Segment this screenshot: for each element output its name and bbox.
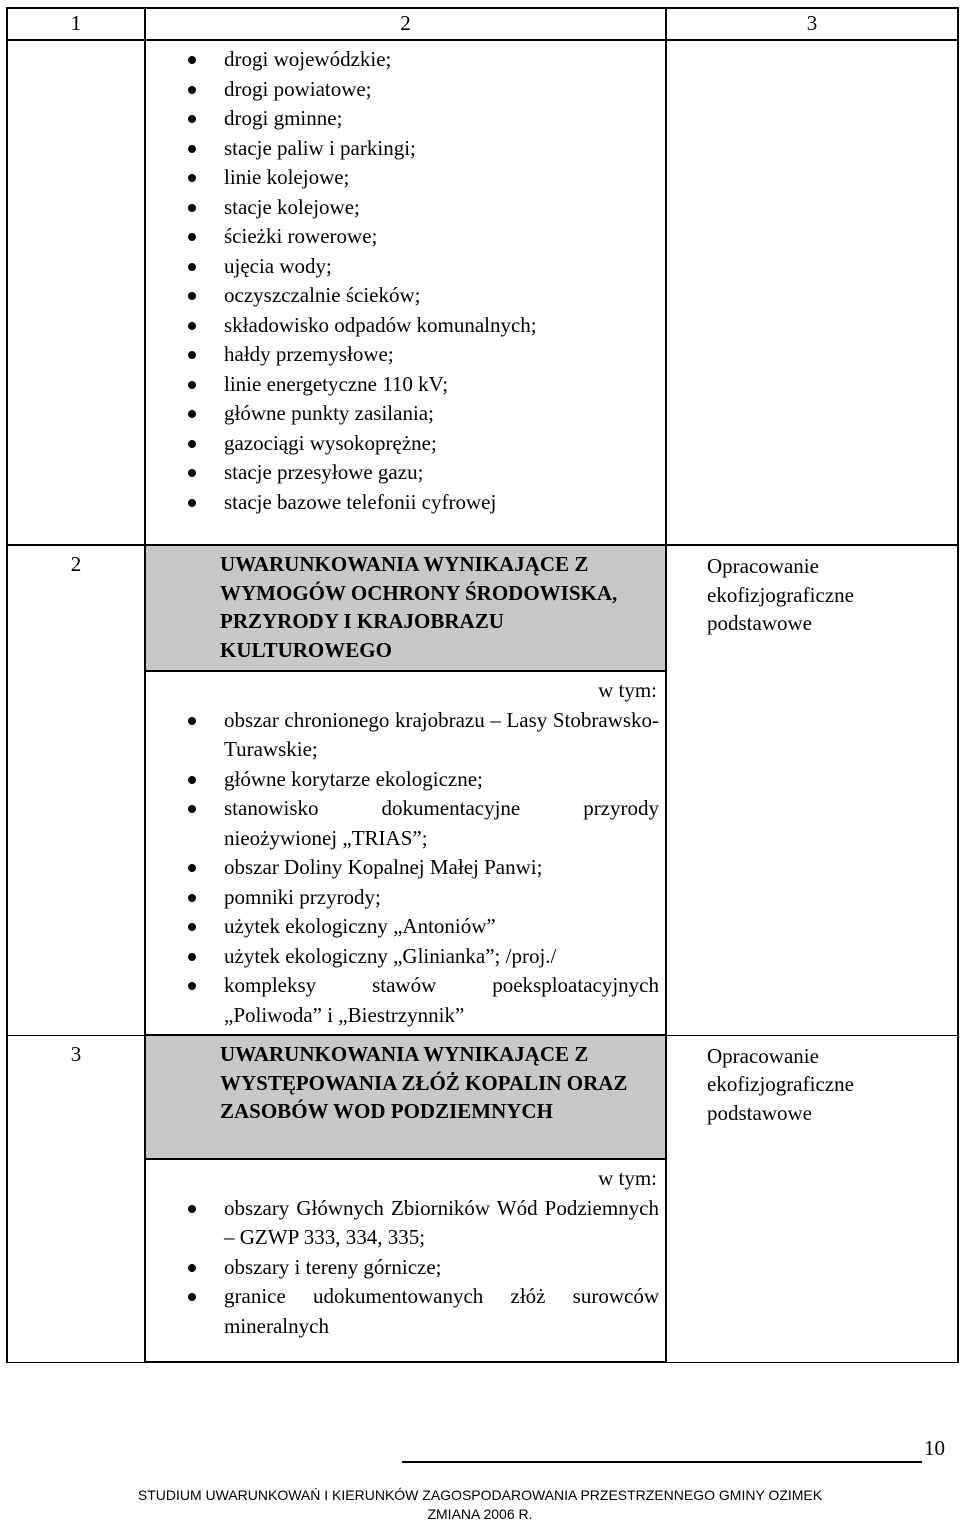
header-col-2: 2: [145, 8, 666, 40]
list-item: drogi gminne;: [146, 104, 665, 134]
infrastructure-list-cell: [145, 40, 666, 545]
list-item: linie kolejowe;: [146, 163, 665, 193]
header-col-1: 1: [7, 8, 145, 40]
section-3-source: Opracowanie ekofizjograficzne podstawowe: [666, 1035, 958, 1362]
list-item: drogi wojewódzkie;: [146, 45, 665, 75]
list-item: granice udokumentowanych złóż surowców mineralnych: [146, 1282, 665, 1341]
list-item: gazociągi wysokoprężne;: [146, 429, 665, 459]
list-item: ujęcia wody;: [146, 252, 665, 282]
conditions-table: [6, 7, 959, 1363]
list-item: użytek ekologiczny „Glinianka”; /proj./: [146, 942, 665, 972]
list-item: obszar chronionego krajobrazu – Lasy Stobrawsko-Turawskie;: [146, 706, 665, 765]
list-item: obszar Doliny Kopalnej Małej Panwi;: [146, 853, 665, 883]
list-item: ścieżki rowerowe;: [146, 222, 665, 252]
list-item: główne korytarze ekologiczne;: [146, 765, 665, 795]
section-2-w-tym: w tym:: [598, 678, 657, 702]
header-col-3: 3: [666, 8, 958, 40]
table-row-section-3-heading: [7, 1035, 958, 1159]
list-item: stacje kolejowe;: [146, 193, 665, 223]
list-item: kompleksy stawów poeksploatacyjnych „Poliwoda” i „Biestrzynnik”: [146, 971, 665, 1030]
list-item: obszary Głównych Zbiorników Wód Podziemnych – GZWP 333, 334, 335;: [146, 1194, 665, 1253]
list-item: stacje przesyłowe gazu;: [146, 458, 665, 488]
section-2-list: [146, 706, 665, 1031]
page-number: 10: [924, 1436, 945, 1460]
section-3-list: [146, 1194, 665, 1342]
list-item: oczyszczalnie ścieków;: [146, 281, 665, 311]
footer-title: STUDIUM UWARUNKOWAŃ I KIERUNKÓW ZAGOSPODAROWANIA PRZESTRZENNEGO GMINY OZIMEK: [137, 1487, 823, 1503]
list-item: linie energetyczne 110 kV;: [146, 370, 665, 400]
list-item: główne punkty zasilania;: [146, 399, 665, 429]
source-empty: [666, 40, 958, 545]
section-3-heading: UWARUNKOWANIA WYNIKAJĄCE Z WYSTĘPOWANIA ZŁÓŻ KOPALIN ORAZ ZASOBÓW WOD PODZIEMNYCH: [145, 1035, 666, 1159]
section-3-w-tym: w tym:: [598, 1166, 657, 1190]
section-2-items-cell: [145, 671, 666, 1035]
section-3-number: 3: [7, 1035, 145, 1362]
list-item: składowisko odpadów komunalnych;: [146, 311, 665, 341]
table-row-section-2-heading: [7, 545, 958, 671]
list-item: obszary i tereny górnicze;: [146, 1253, 665, 1283]
section-3-items-cell: [145, 1159, 666, 1362]
list-item: stacje bazowe telefonii cyfrowej: [146, 488, 665, 518]
list-item: stacje paliw i parkingi;: [146, 134, 665, 164]
list-item: stanowisko dokumentacyjne przyrody nieożywionej „TRIAS”;: [146, 794, 665, 853]
list-item: pomniki przyrody;: [146, 883, 665, 913]
list-item: drogi powiatowe;: [146, 75, 665, 105]
footer-divider: [402, 1461, 922, 1463]
list-item: hałdy przemysłowe;: [146, 340, 665, 370]
table-header-row: [7, 8, 958, 40]
infrastructure-list: [146, 45, 665, 517]
row-number-empty: [7, 40, 145, 545]
section-2-source: Opracowanie ekofizjograficzne podstawowe: [666, 545, 958, 1035]
section-2-number: 2: [7, 545, 145, 1035]
section-2-heading: UWARUNKOWANIA WYNIKAJĄCE Z WYMOGÓW OCHRONY ŚRODOWISKA, PRZYRODY I KRAJOBRAZU KULTUROWEGO: [145, 545, 666, 671]
table-row-infrastructure: [7, 40, 958, 545]
list-item: użytek ekologiczny „Antoniów”: [146, 912, 665, 942]
footer-subtitle: ZMIANA 2006 R.: [427, 1506, 533, 1522]
